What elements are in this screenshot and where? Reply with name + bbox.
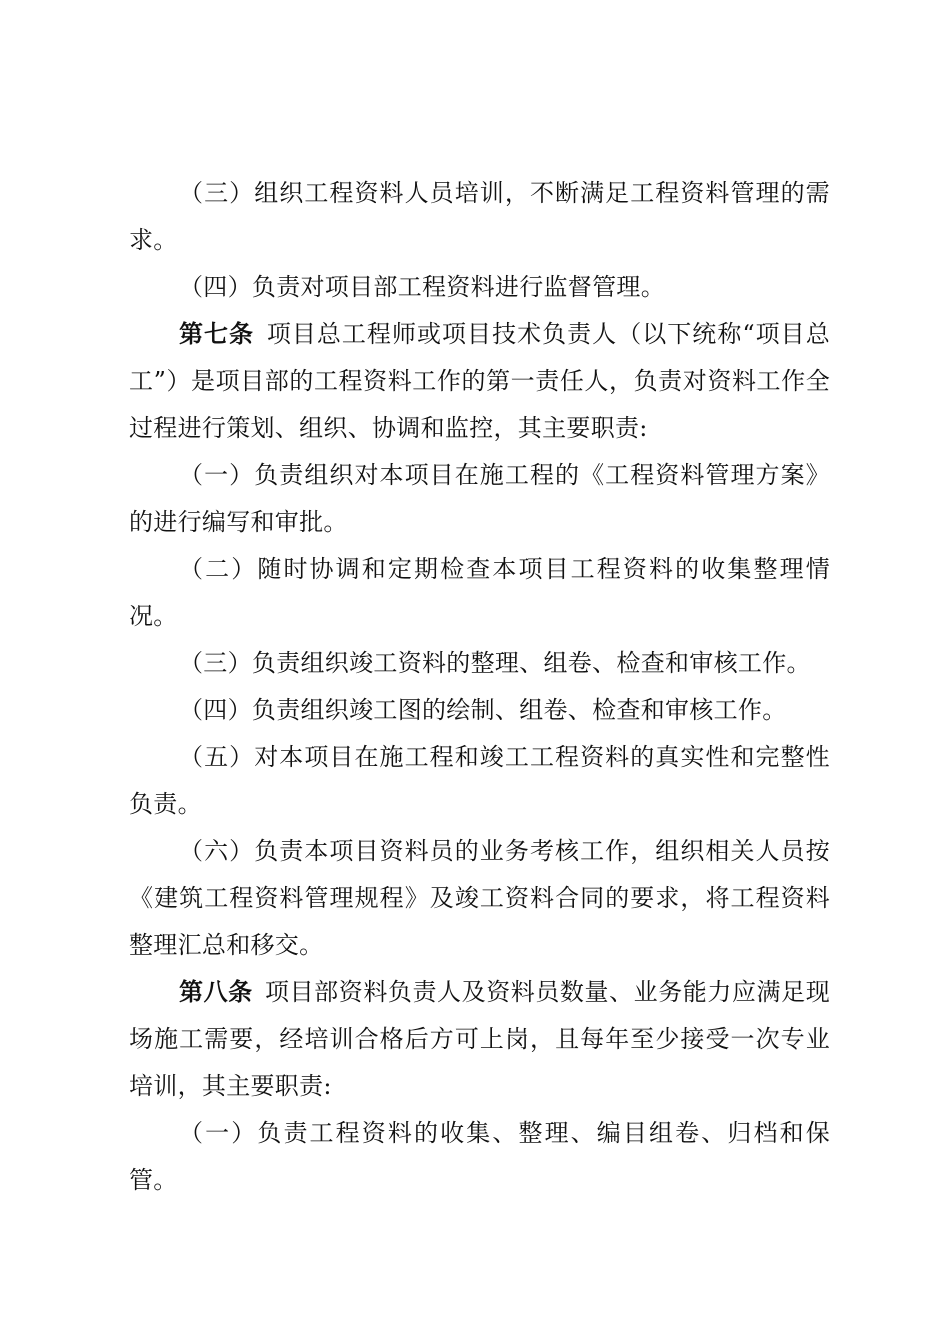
article-7-item-2: （二）随时协调和定期检查本项目工程资料的收集整理情况。 (129, 555, 830, 630)
article-7-item-4: （四）负责组织竣工图的绘制、组卷、检查和审核工作。 (179, 696, 787, 724)
paragraph-item-4-supervision: （四）负责对项目部工程资料进行监督管理。 (179, 273, 665, 301)
article-8-number: 第八条 (179, 978, 253, 1006)
article-7-item-3: （三）负责组织竣工资料的整理、组卷、检查和审核工作。 (179, 649, 811, 677)
article-7-item-6: （六）负责本项目资料员的业务考核工作，组织相关人员按《建筑工程资料管理规程》及竣工资料合同的要求，将工程资料整理汇总和移交。 (129, 837, 830, 959)
article-7-item-5: （五）对本项目在施工程和竣工工程资料的真实性和完整性负责。 (129, 743, 830, 818)
article-7-text: 项目总工程师或项目技术负责人（以下统称“项目总工”）是项目部的工程资料工作的第一责任人，负责对资料工作全过程进行策划、组织、协调和监控，其主要职责: (129, 320, 830, 442)
article-7-item-1: （一）负责组织对本项目在施工程的《工程资料管理方案》的进行编写和审批。 (129, 461, 830, 536)
article-8-heading-paragraph (129, 969, 830, 1110)
article-7-number: 第七条 (179, 320, 255, 348)
article-8-text: 项目部资料负责人及资料员数量、业务能力应满足现场施工需要，经培训合格后方可上岗，且每年至少接受一次专业培训，其主要职责: (129, 978, 830, 1100)
document-body (129, 170, 830, 1204)
article-8-item-1: （一）负责工程资料的收集、整理、编目组卷、归档和保管。 (129, 1119, 830, 1194)
paragraph-item-3-training: （三）组织工程资料人员培训，不断满足工程资料管理的需求。 (129, 179, 830, 254)
article-7-heading-paragraph (129, 311, 830, 452)
